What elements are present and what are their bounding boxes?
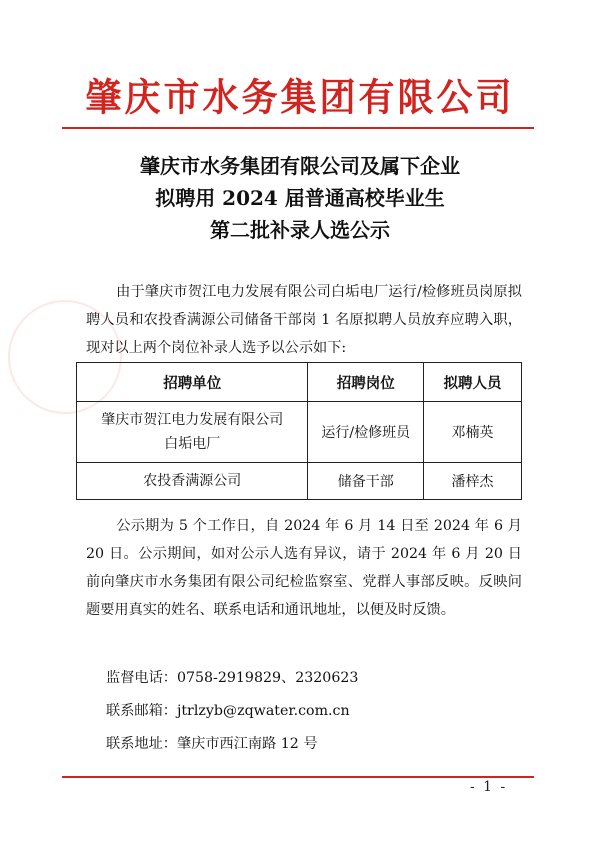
notice-paragraph	[86, 512, 522, 624]
title-line-3: 第二批补录人选公示	[210, 218, 390, 242]
unit-line-1: 肇庆市贺江电力发展有限公司	[101, 412, 284, 428]
cell-unit: 农投香满源公司	[77, 463, 308, 500]
table-header-row	[77, 363, 522, 402]
header-unit: 招聘单位	[77, 363, 308, 402]
intro-text: 由于肇庆市贺江电力发展有限公司白垢电厂运行/检修班员岗原拟聘人员和农投香满源公司储备干部岗 1 名原拟聘人员放弃应聘入职，现对以上两个岗位补录人选予以公示如下:	[86, 284, 522, 356]
table-row	[77, 463, 522, 500]
unit-line-2: 白垢电厂	[164, 436, 221, 452]
recruitment-table	[76, 362, 522, 500]
notice-text: 公示期为 5 个工作日，自 2024 年 6 月 14 日至 2024 年 6 月 20 日。公示期间，如对公示人选有异议，请于 2024 年 6 月 20 日前向肇庆市水务集团有限公司纪检监察室、党群人事部反映。反映问题要用真实的姓名、联系电话和通讯地址，以便及时反馈。	[86, 518, 522, 618]
header-position: 招聘岗位	[308, 363, 424, 402]
document-title	[0, 150, 600, 246]
cell-position: 储备干部	[308, 463, 424, 500]
table-row	[77, 402, 522, 463]
intro-paragraph	[86, 278, 522, 362]
contact-email: 联系邮箱：jtrlzyb@zqwater.com.cn	[106, 703, 350, 719]
cell-unit	[77, 402, 308, 463]
cell-person: 潘梓杰	[424, 463, 522, 500]
letterhead-red-rule	[62, 127, 534, 129]
footer-red-rule	[62, 776, 534, 778]
header-person: 拟聘人员	[424, 363, 522, 402]
letterhead-company-name: 肇庆市水务集团有限公司	[85, 77, 515, 121]
title-line-1: 肇庆市水务集团有限公司及属下企业	[140, 154, 460, 178]
contact-address: 联系地址：肇庆市西江南路 12 号	[106, 736, 318, 752]
cell-position: 运行/检修班员	[308, 402, 424, 463]
cell-person: 邓楠英	[424, 402, 522, 463]
supervision-phone: 监督电话：0758-2919829、2320623	[106, 670, 359, 686]
page-number: - 1 -	[470, 779, 508, 795]
title-line-2: 拟聘用 2024 届普通高校毕业生	[155, 186, 445, 210]
